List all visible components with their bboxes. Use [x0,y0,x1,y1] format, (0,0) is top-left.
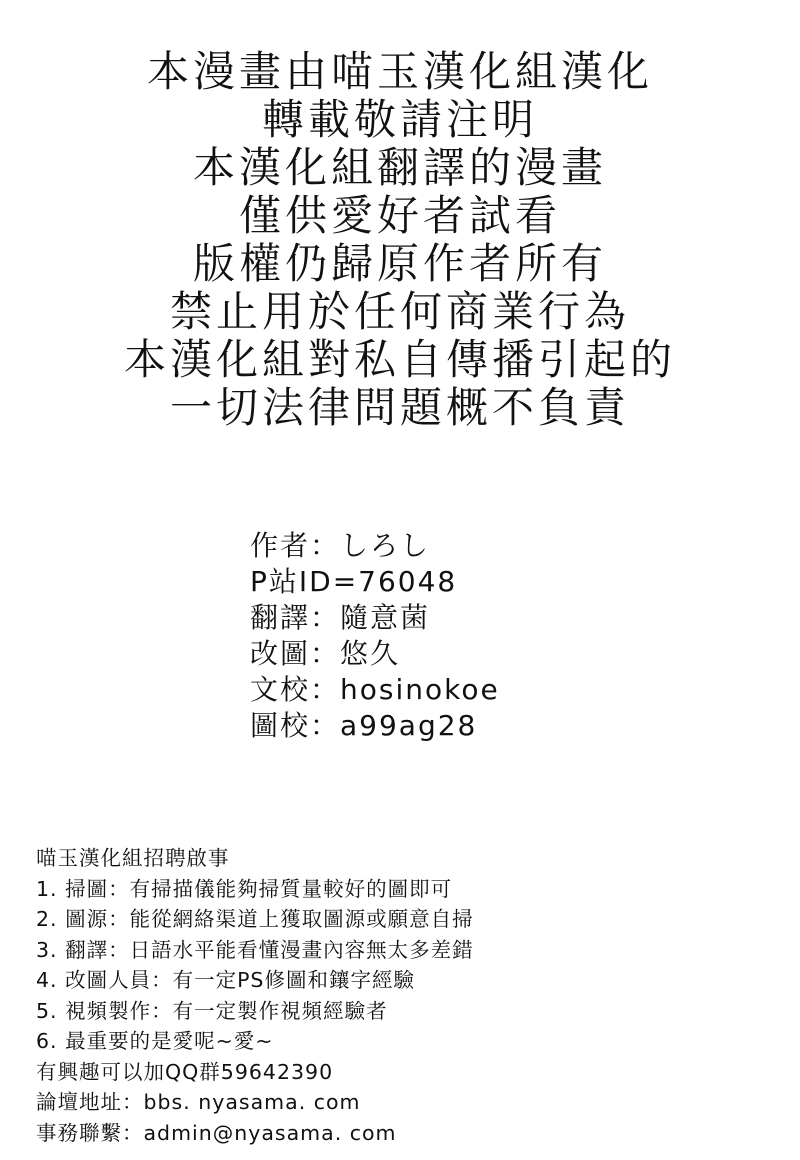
credit-editor: 改圖：悠久 [250,637,401,670]
recruit-forum-address: 論壇地址：bbs. nyasama. com [36,1090,361,1114]
recruit-item: 3. 翻譯：日語水平能看懂漫畫內容無太多差錯 [36,937,474,962]
notice-block [0,48,800,432]
recruit-contact-email: 事務聯繫：admin@nyasama. com [36,1120,397,1145]
notice-line: 本漢化組對私自傳播引起的 [123,335,676,384]
credit-image-proofreader: 圖校：a99ag28 [250,709,478,742]
credit-pixiv-id: P站ID=76048 [250,565,458,598]
notice-line: 一切法律問題概不負責 [169,383,630,432]
credit-author: 作者：しろし [250,529,431,562]
notice-line: 版權仍歸原作者所有 [192,239,607,288]
recruit-item: 5. 視頻製作：有一定製作視頻經驗者 [36,998,388,1023]
recruit-item: 4. 改圖人員：有一定PS修圖和鑲字經驗 [36,968,415,992]
recruit-item: 6. 最重要的是愛呢~愛~ [36,1029,274,1053]
notice-line: 轉載敬請注明 [261,95,538,144]
credit-text-proofreader: 文校：hosinokoe [250,673,500,706]
notice-line: 僅供愛好者試看 [238,191,561,240]
recruitment-notice [36,843,776,1148]
credit-translator: 翻譯：隨意菌 [250,601,431,634]
recruit-qq-group: 有興趣可以加QQ群59642390 [36,1059,334,1084]
recruit-title: 喵玉漢化組招聘啟事 [36,846,230,870]
credits-block [250,528,650,744]
recruit-item: 1. 掃圖：有掃描儀能夠掃質量較好的圖即可 [36,876,453,901]
notice-line: 本漢化組翻譯的漫畫 [192,143,607,192]
notice-line: 禁止用於任何商業行為 [169,287,630,336]
notice-line: 本漫畫由喵玉漢化組漢化 [146,47,653,96]
recruit-item: 2. 圖源：能從網絡渠道上獲取圖源或願意自掃 [36,907,474,931]
